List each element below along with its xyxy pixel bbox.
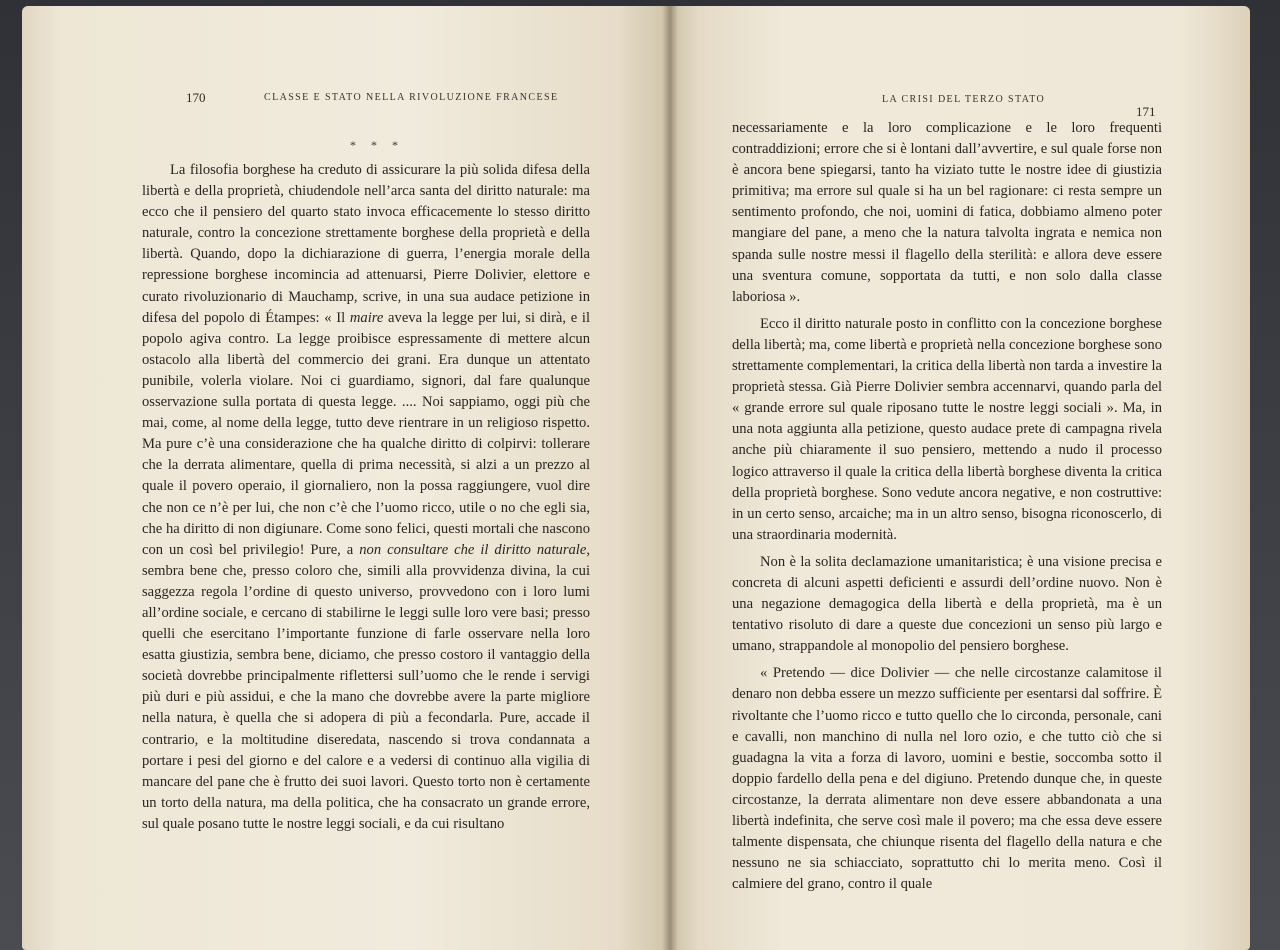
right-body-text — [732, 118, 1162, 895]
text-run: aveva la legge per lui, si dirà, e il popolo agiva contro. La legge proibisce espressamente di mettere alcun ostacolo alla libertà del commercio dei grani. Era dunque un attentato punibile, volerla violare. Noi ci guardiamo, signori, dal fare qualunque osservazione sulla portata di questa legge. .... Noi sappiamo, oggi più che mai, come, al nome della legge, tutto deve rientrare in un religioso rispetto. Ma pure c’è una considerazione che ha qualche diritto di colpirvi: tollerare che la derrata alimentare, quella di prima necessità, si alzi a un prezzo al quale il povero operaio, il giornaliero, non la possa raggiungere, vuol dire che non ce n’è per lui, che non c’è che l’uomo ricco, utile o no che egli sia, che ha diritto di non digiunare. Come sono felici, questi mortali che nascono con un così bel privilegio! Pure, a — [142, 309, 591, 558]
book-gutter — [662, 6, 678, 950]
left-page-number: 170 — [186, 90, 206, 105]
paragraph: necessariamente e la loro complicazione e le loro frequenti contraddizioni; errore che si è lontani dall’avvertire, e sul quale forse non è ancora bene spiegarsi, tanto ha viziato tutte le nostre idee di giustizia primitiva; ma errore sul quale si ha un bel ragionare: ci resta sempre un sentimento profondo, che noi, uomini di fatica, dobbiamo almeno poter mangiare del pane, a meno che la natura talvolta ingrata e nemica non spanda sulle nostre messi il flagello della sterilità: e allora deve essere una sventura comune, sopportata da tutti, e non solo dalla classe laboriosa ». — [732, 120, 1162, 305]
right-running-header: LA CRISI DEL TERZO STATO — [882, 94, 1046, 105]
paragraph: Non è la solita declamazione umanitaristica; è una visione precisa e concreta di alcuni aspetti deficienti e assurdi dell’ordine nuovo. Non è una negazione demagogica della libertà e della proprietà, ma è un tentativo risoluto di dare a queste due concezioni un senso più largo e umano, strappandole al monopolio del pensiero borghese. — [732, 553, 1162, 655]
left-page — [22, 6, 670, 950]
left-body-text — [142, 160, 590, 835]
right-page — [670, 6, 1250, 950]
paragraph — [142, 160, 590, 835]
italic-run: non consultare che il diritto naturale — [359, 541, 587, 558]
paragraph: « Pretendo — dice Dolivier — che nelle circostanze calamitose il denaro non debba essere un mezzo sufficiente per esentarsi dal soffrire. È rivoltante che l’uomo ricco e tutto quello che lo circonda, personale, cani e cavalli, non manchino di nulla nel loro ozio, e che tutto ciò che si guadagna la vita a forza di lavoro, uomini e bestie, soccomba sotto il doppio fardello della pena e del digiuno. Pretendo dunque che, in queste circostanze, la derrata alimentare non deve essere abbandonata a una libertà indefinita, che serve così male il povero; ma che essa deve essere talmente dispensata, che chiunque risenta del flagello della natura e che nessuno ne sia schiacciato, soprattutto chi lo merita meno. Così il calmiere del grano, contro il quale — [732, 665, 1162, 893]
paragraph: Ecco il diritto naturale posto in conflitto con la concezione borghese della libertà; ma, come libertà e proprietà nella concezione borghese sono strettamente complementari, la critica della libertà non tarda a investire la proprietà stessa. Già Pierre Dolivier sembra accennarvi, quando parla del « grande errore sul quale riposano tutte le nostre leggi sociali ». Ma, in una nota aggiunta alla petizione, questo audace prete di campagna rivela anche più chiaramente il suo pensiero, mettendo a nudo il processo logico attraverso il quale la critica della libertà borghese diventa la critica della proprietà borghese. Sono vedute ancora negative, e non costruttive: in un certo senso, arcaiche; ma in un altro senso, bisogna riconoscerlo, di una straordinaria modernità. — [732, 315, 1162, 543]
italic-run: maire — [349, 309, 384, 326]
section-separator: * * * — [350, 138, 404, 152]
text-run: , sembra bene che, presso coloro che, simili alla provvidenza divina, la cui saggezza regola l’ordine di questo universo, provvedono con i loro lumi all’ordine sociale, e cercano di stabilirne le leggi sulle loro vere basi; presso quelli che esercitano l’importante funzione di farle osservare nella loro esatta giustizia, sembra bene, diciamo, che presso costoro il vantaggio della società dovrebbe principalmente riflettersi sull’uomo che le rende i servigi più duri e più assidui, e che la mano che dovrebbe avere la parte migliore nella natura, è quella che si adopera di più a fecondarla. Pure, accade il contrario, e la moltitudine diseredata, nascendo si trova condannata a portare i pesi del giorno e del calore e a vedersi di continuo alla vigilia di mancare del pane che è frutto dei suoi lavori. Questo torto non è certamente un torto della natura, ma della politica, che ha consacrato un grande errore, sul quale posano tutte le nostre leggi sociali, e da cui risultano — [142, 541, 590, 832]
right-page-number: 171 — [1136, 104, 1156, 119]
open-book — [22, 6, 1250, 950]
left-running-header: CLASSE E STATO NELLA RIVOLUZIONE FRANCESE — [264, 92, 559, 103]
text-run: La filosofia borghese ha creduto di assicurare la più solida difesa della libertà e della proprietà, chiudendole nell’arca santa del diritto naturale: ma ecco che il pensiero del quarto stato invoca efficacemente lo stesso diritto naturale, contro la concezione strettamente borghese della proprietà e della libertà. Quando, dopo la dichiarazione di guerra, l’energia morale della repressione borghese incomincia ad attenuarsi, Pierre Dolivier, elettore e curato rivoluzionario di Mauchamp, scrive, in una sua audace petizione in difesa del popolo di Étampes: « Il — [142, 162, 590, 326]
